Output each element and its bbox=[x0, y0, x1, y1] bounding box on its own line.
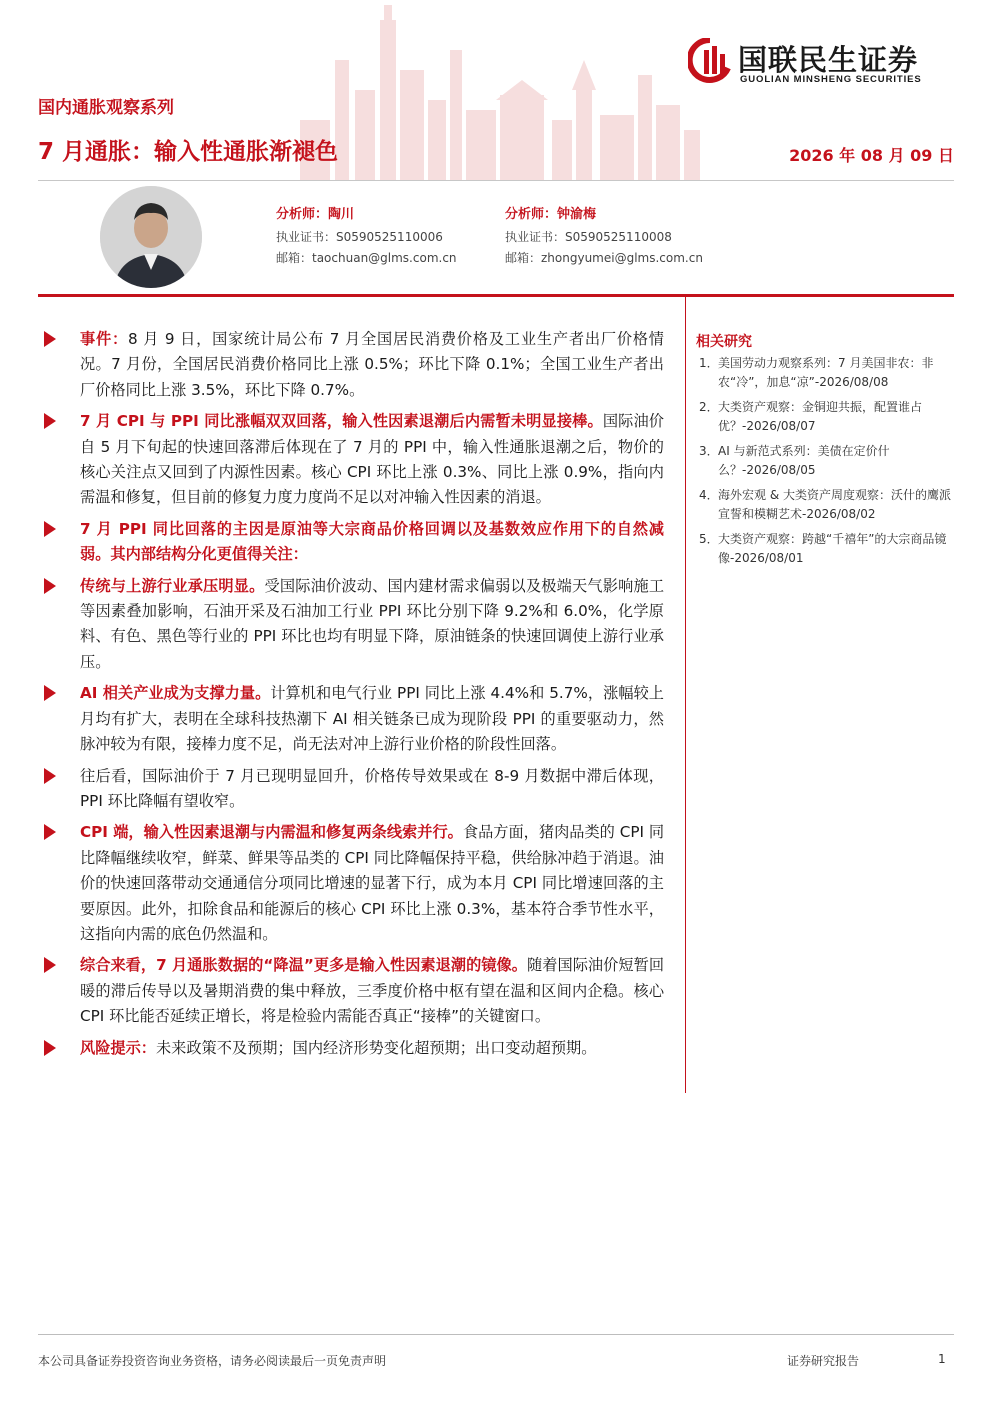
related-item-number: 2． bbox=[699, 400, 719, 414]
related-item-number: 3． bbox=[699, 444, 719, 458]
bullet-heading: 7 月 CPI 与 PPI 同比涨幅双双回落，输入性因素退潮后内需暂未明显接棒。 bbox=[80, 412, 603, 431]
bullet-text: 随着国际油价短暂回暖的滞后传导以及暑期消费的集中释放，三季度价格中枢有望在温和区间内企稳。核心 CPI 环比能否延续正增长，将是检验内需能否真正“接棒”的关键窗口。 bbox=[80, 956, 665, 1026]
bullet-text: 计算机和电气行业 PPI 同比上涨 4.4%和 5.7%，涨幅较上月均有扩大，表明在全球科技热潮下 AI 相关链条已成为现阶段 PPI 的重要驱动力，然脉冲较为有限，接棒力度不足，尚无法对冲上游行业价格的阶段性回落。 bbox=[80, 684, 664, 754]
bullet-cpi-ppi bbox=[38, 409, 664, 511]
analyst-cert: 执业证书：S0590525110008 bbox=[505, 230, 672, 244]
bullet-heading: AI 相关产业成为支撑力量。 bbox=[80, 684, 271, 703]
related-item[interactable] bbox=[696, 486, 958, 524]
related-item-text: 大类资产观察：跨越“千禧年”的大宗商品镜像-2026/08/01 bbox=[718, 532, 947, 565]
header-divider bbox=[38, 180, 954, 181]
bullet-heading: 综合来看，7 月通胀数据的“降温”更多是输入性因素退潮的镜像。 bbox=[80, 956, 528, 975]
bullet-heading: 风险提示： bbox=[80, 1038, 156, 1057]
page-number: 1 bbox=[938, 1352, 946, 1366]
footer-disclaimer: 本公司具备证券投资咨询业务资格，请务必阅读最后一页免责声明 bbox=[38, 1354, 387, 1368]
bullet-risk bbox=[38, 1036, 664, 1061]
analyst-email[interactable]: 邮箱：taochuan@glms.com.cn bbox=[276, 251, 457, 265]
report-series: 国内通胀观察系列 bbox=[38, 98, 174, 118]
bullet-text: 未来政策不及预期；国内经济形势变化超预期；出口变动超预期。 bbox=[155, 1038, 597, 1057]
bullet-heading: 事件： bbox=[80, 330, 128, 348]
arrow-bullet-icon bbox=[44, 413, 56, 429]
analyst-email[interactable]: 邮箱：zhongyumei@glms.com.cn bbox=[505, 251, 703, 265]
related-item-number: 4． bbox=[699, 488, 719, 502]
summary-body bbox=[38, 327, 664, 1067]
related-item-text: 大类资产观察：金铜迎共振，配置谁占优？-2026/08/07 bbox=[718, 400, 923, 433]
related-research-list bbox=[696, 354, 958, 574]
arrow-bullet-icon bbox=[44, 685, 56, 701]
bullet-heading: 传统与上游行业承压明显。 bbox=[80, 576, 265, 595]
arrow-bullet-icon bbox=[44, 578, 56, 594]
section-divider bbox=[38, 294, 954, 297]
analyst-cert: 执业证书：S0590525110006 bbox=[276, 230, 443, 244]
analyst-card-2 bbox=[505, 203, 703, 269]
footer-report-type: 证券研究报告 bbox=[787, 1354, 860, 1368]
related-item[interactable] bbox=[696, 354, 958, 392]
report-title: 7 月通胀：输入性通胀渐褪色 bbox=[38, 139, 339, 165]
bullet-upstream bbox=[38, 574, 664, 676]
bullet-text: 食品方面，猪肉品类的 CPI 同比降幅继续收窄，鲜菜、鲜果等品类的 CPI 同比降幅保持平稳，供给脉冲趋于消退。油价的快速回落带动交通通信分项同比增速的显著下行，成为本月 CPI 同比增速回落的主要原因。此外，扣除食品和能源后的核心 CPI 环比上涨 0.3%，基本符合季节性水平，这指向内需的底色仍然温和。 bbox=[80, 823, 665, 943]
analyst-name: 分析师：陶川 bbox=[276, 207, 355, 222]
bullet-outlook bbox=[38, 764, 664, 815]
bullet-ppi-cause bbox=[38, 517, 664, 568]
bullet-text: 国际油价自 5 月下旬起的快速回落滞后体现在了 7 月的 PPI 中，输入性通胀退潮之后，物价的核心关注点又回到了内源性因素。核心 CPI 环比上涨 0.3%、同比上涨 0.9%，指向内需温和修复，但目前的修复力度力度尚不足以对冲输入性因素的消退。 bbox=[80, 412, 664, 507]
bullet-text: 往后看，国际油价于 7 月已现明显回升，价格传导效果或在 8-9 月数据中滞后体现，PPI 环比降幅有望收窄。 bbox=[80, 766, 664, 810]
logo-chinese-text: 国联民生证券 bbox=[738, 43, 919, 77]
person-icon bbox=[100, 186, 202, 288]
arrow-bullet-icon bbox=[44, 521, 56, 537]
bullet-conclusion bbox=[38, 953, 664, 1029]
arrow-bullet-icon bbox=[44, 957, 56, 973]
arrow-bullet-icon bbox=[44, 1040, 56, 1056]
column-divider bbox=[685, 297, 686, 1093]
logo-english-text: GUOLIAN MINSHENG SECURITIES bbox=[740, 74, 922, 85]
related-item-number: 5． bbox=[699, 532, 719, 546]
related-research-title: 相关研究 bbox=[696, 334, 752, 350]
bullet-text: 受国际油价波动、国内建材需求偏弱以及极端天气影响施工等因素叠加影响，石油开采及石油加工行业 PPI 环比分别下降 9.2%和 6.0%，化学原料、有色、黑色等行业的 PPI 环比也均有明显下降，原油链条的快速回调使上游行业承压。 bbox=[80, 576, 665, 671]
related-item-text: 海外宏观 & 大类资产周度观察：沃什的鹰派宣誓和模糊艺术-2026/08/02 bbox=[718, 488, 951, 521]
related-item-number: 1． bbox=[699, 356, 719, 370]
bullet-heading: 7 月 PPI 同比回落的主因是原油等大宗商品价格回调以及基数效应作用下的自然减弱。其内部结构分化更值得关注： bbox=[80, 519, 664, 564]
arrow-bullet-icon bbox=[44, 331, 56, 347]
logo-mark-icon bbox=[688, 38, 732, 84]
bullet-event bbox=[38, 327, 664, 403]
bullet-text: 8 月 9 日，国家统计局公布 7 月全国居民消费价格及工业生产者出厂价格情况。7 月份，全国居民消费价格同比上涨 0.5%；环比下降 0.1%；全国工业生产者出厂价格同比上涨 3.5%，环比下降 0.7%。 bbox=[80, 330, 664, 399]
arrow-bullet-icon bbox=[44, 824, 56, 840]
bullet-cpi bbox=[38, 820, 664, 947]
arrow-bullet-icon bbox=[44, 768, 56, 784]
analyst-avatar bbox=[100, 186, 202, 288]
bullet-ai bbox=[38, 681, 664, 757]
report-date: 2026 年 08 月 09 日 bbox=[789, 146, 954, 165]
related-item[interactable] bbox=[696, 530, 958, 568]
analyst-card-1 bbox=[276, 203, 457, 269]
related-item[interactable] bbox=[696, 398, 958, 436]
bullet-heading: CPI 端，输入性因素退潮与内需温和修复两条线索并行。 bbox=[80, 823, 463, 842]
company-logo bbox=[688, 38, 958, 88]
city-skyline-graphic bbox=[300, 0, 700, 180]
related-item[interactable] bbox=[696, 442, 958, 480]
related-item-text: AI 与新范式系列：美债在定价什么？-2026/08/05 bbox=[718, 444, 890, 477]
footer-divider bbox=[38, 1334, 954, 1335]
related-item-text: 美国劳动力观察系列：7 月美国非农：非农“冷”，加息“凉”-2026/08/08 bbox=[718, 356, 934, 389]
analyst-name: 分析师：钟渝梅 bbox=[505, 207, 597, 222]
